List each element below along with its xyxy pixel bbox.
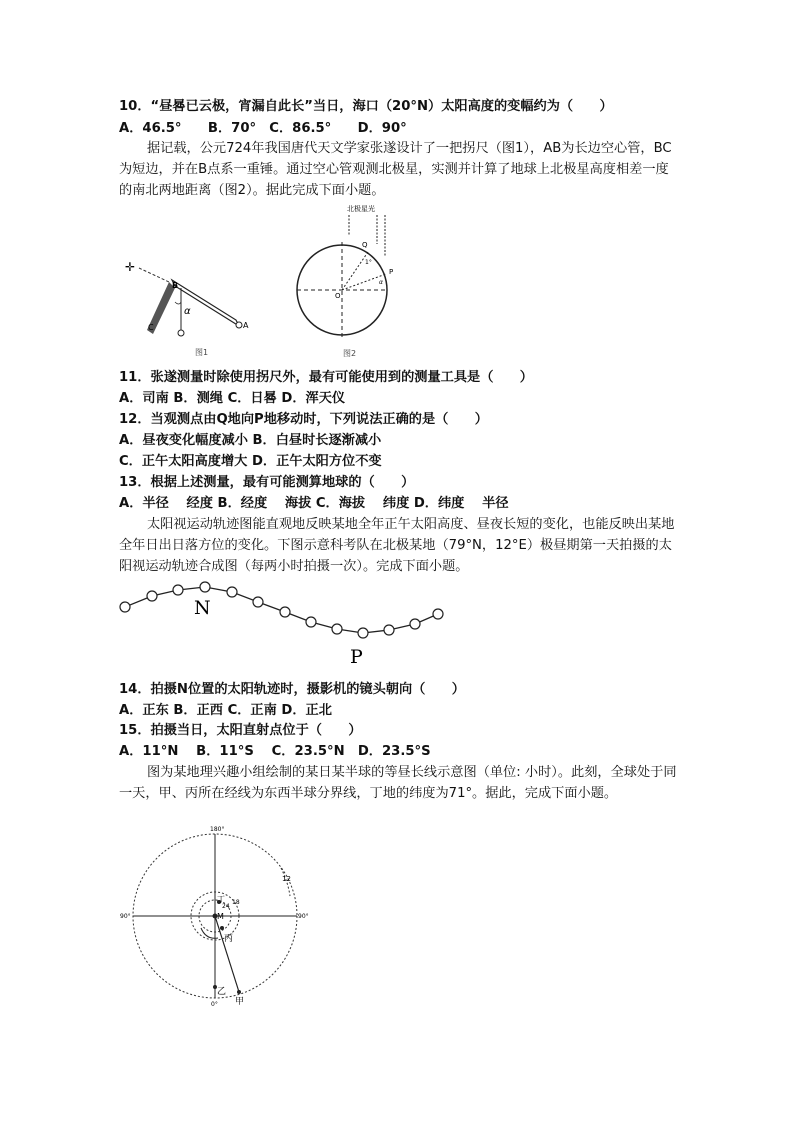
sun-position: [173, 585, 183, 595]
intro-paragraph-2: 太阳视运动轨迹图能直观地反映某地全年正午太阳高度、昼夜长短的变化，也能反映出某地全年日出日落方位的变化。下图示意科考队在北极某地（79°N，12°E）极昼期第一天拍摄的太阳视运动轨迹合成图（每两小时拍摄一次）。完成下面小题。: [119, 517, 675, 574]
q12-options-cd: C．正午太阳高度增大 D．正午太阳方位不变: [119, 454, 382, 469]
plumb-bob: [178, 330, 184, 336]
label-n: N: [194, 597, 211, 619]
sun-position: [306, 617, 316, 627]
q12-options-ab: A．昼夜变化幅度减小 B．白昼时长逐渐减小: [119, 433, 382, 448]
label-12: 12: [282, 875, 291, 883]
label-90-west: 90°: [120, 913, 131, 920]
label-90-east: 90°: [298, 913, 309, 920]
label-q: Q: [362, 241, 368, 249]
label-p-sunpath: P: [350, 646, 363, 668]
label-o: O: [335, 292, 341, 300]
star-symbol: ✛: [125, 260, 136, 274]
label-m: M: [217, 912, 224, 921]
sun-position: [433, 609, 443, 619]
sun-position: [120, 602, 130, 612]
label-180: 180°: [210, 826, 225, 833]
figure-1-caption: 图1: [195, 348, 209, 357]
q12-stem: 12．当观测点由Q地向P地移动时，下列说法正确的是（ ）: [119, 412, 488, 427]
intro-paragraph-3: 图为某地理兴趣小组绘制的某日某半球的等昼长线示意图（单位: 小时）。此刻，全球处于同一天，甲、丙所在经线为东西半球分界线，丁地的纬度为71°。据此，完成下面小题。: [119, 765, 677, 801]
sun-position: [384, 625, 394, 635]
meridian-jia-bing: [215, 916, 239, 992]
q14-stem: 14．拍摄N位置的太阳轨迹时，摄影机的镜头朝向（ ）: [119, 682, 465, 697]
label-jia: 甲: [235, 997, 245, 1007]
label-yi: 乙: [217, 987, 227, 997]
sun-position: [410, 619, 420, 629]
q11-options: A．司南 B．测绳 C．日晷 D．浑天仪: [119, 391, 346, 406]
label-bing: 丙: [224, 934, 234, 944]
label-0: 0°: [211, 1001, 218, 1008]
q15-options: A．11°N B．11°S C．23.5°N D．23.5°S: [119, 744, 431, 759]
q13-options: A．半径 经度 B．经度 海拔 C．海拔 纬度 D．纬度 半径: [119, 496, 509, 511]
label-p: P: [389, 268, 394, 276]
figure-2-caption: 图2: [343, 349, 357, 358]
point-bing: [220, 926, 224, 930]
day-length-figure: [118, 826, 318, 1012]
label-c: C: [148, 323, 154, 332]
sun-position: [253, 597, 263, 607]
q13-stem: 13．根据上述测量，最有可能测算地球的（ ）: [119, 475, 415, 490]
radius-to-q: [342, 252, 368, 290]
label-a: A: [243, 321, 249, 330]
sun-position: [280, 607, 290, 617]
sun-position: [200, 582, 210, 592]
label-alpha: α: [184, 306, 191, 317]
sun-position: [358, 628, 368, 638]
label-ding: 丁: [217, 895, 225, 904]
ruler-long-arm-ab: [172, 280, 239, 326]
label-18: 18: [232, 899, 240, 906]
q10-stem: 10．“昼晷已云极，宵漏自此长”当日，海口（20°N）太阳高度的变幅约为（ ）: [119, 99, 613, 114]
sun-position: [227, 587, 237, 597]
sun-position: [332, 624, 342, 634]
alpha-arc: [175, 302, 181, 304]
intro-paragraph-1: 据记载，公元724年我国唐代天文学家张遂设计了一把拐尺（图1），AB为长边空心管，BC为短边，并在B点系一重锤。通过空心管观测北极星，实测并计算了地球上北极星高度相差一度的南北两地距离（图2）。据此完成下面小题。: [119, 141, 672, 198]
sun-position: [147, 591, 157, 601]
figure-1-ruler: [115, 250, 255, 360]
q10-options: A．46.5° B．70° C．86.5° D．90°: [119, 121, 407, 136]
point-jia: [237, 990, 241, 994]
label-b: B: [172, 281, 179, 290]
sun-path-figure: [118, 582, 448, 672]
point-a: [236, 322, 242, 328]
q11-stem: 11．张遂测量时除使用拐尺外，最有可能使用到的测量工具是（ ）: [119, 370, 533, 385]
polaris-light-label: 北极星光: [347, 205, 375, 213]
label-1-degree: 1°: [365, 259, 372, 266]
q15-stem: 15．拍摄当日，太阳直射点位于（ ）: [119, 723, 362, 738]
figure-2-globe: [292, 202, 402, 360]
label-angle-alpha: α: [379, 279, 383, 286]
q14-options: A．正东 B．正西 C．正南 D．正北: [119, 703, 332, 718]
sight-line: [139, 268, 169, 282]
label-24: 24: [222, 903, 230, 910]
